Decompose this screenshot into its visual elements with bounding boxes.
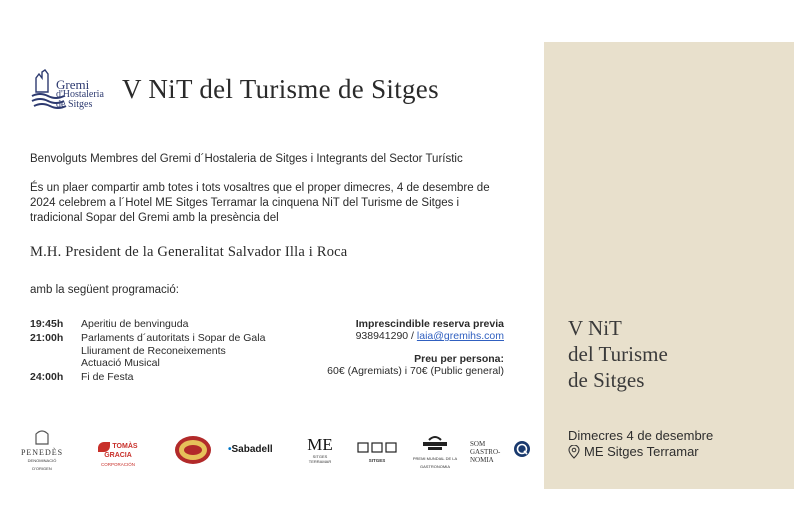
schedule-item-2b: Lliurament de Reconeixements [81,345,226,357]
vip-guest: M.H. President de la Generalitat Salvador Illa i Roca [30,244,348,260]
sponsor-me-sitges: ME SITGES TERRAMAR [307,435,333,464]
sponsor-som-gastronomia: SOM GASTRO- NOMIA [470,440,501,464]
panel-date: Dimecres 4 de desembre [568,428,714,443]
location-pin-icon [568,445,580,459]
gremi-logo-text [56,77,104,110]
panel-title [568,315,668,393]
winery-seal-icon [173,434,213,466]
schedule-item-3: Fi de Festa [81,371,134,383]
sponsor-winery-seal [173,434,213,469]
greeting: Benvolguts Membres del Gremi d´Hostaleria de Sitges i Integrants del Sector Turístic [30,153,463,165]
logo-line3: de Sitges [56,99,93,110]
sponsor-gastronomy-capital: PREMI MUNDIAL DE LA GASTRONOMIA [404,434,466,471]
reservation-contact [356,330,504,343]
gastronomy-capital-icon [419,434,451,452]
panel-place-text: ME Sitges Terramar [584,444,699,459]
invitation-body: És un plaer compartir amb totes i tots vosaltres que el proper dimecres, 4 de desembre de 2024 celebrem a l´Hotel ME Sitges Terramar la cinquena NiT del Turisme de Sitges i tradicional Sopar del Gremi amb la presència del [30,182,490,224]
panel-title-line3: de Sitges [568,368,645,392]
schedule-time-3: 24:00h [30,371,64,383]
q-quality-icon [513,440,531,458]
sponsor-q-logo [513,440,531,461]
reservation-label: Imprescindible reserva previa [355,318,504,330]
sponsor-penedes: PENEDÈS DENOMINACIÓ D'ORIGEN [18,428,66,473]
schedule-item-2c: Actuació Musical [81,357,160,369]
panel-title-line1: V NiT [568,316,622,340]
sponsor-tomas-gracia: TOMÀS GRACIA CORPORACIÓN [86,442,150,469]
reservation-email-link[interactable]: laia@gremihs.com [416,330,504,342]
schedule-time-1: 19:45h [30,318,64,330]
tomas-gracia-logo-icon [98,442,110,452]
event-title: V NiT del Turisme de Sitges [122,74,439,104]
panel-location [568,444,699,459]
price-label: Preu per persona: [414,353,504,365]
logo-line1: Gremi [56,77,90,92]
schedule-item-2a: Parlaments d´autoritats i Sopar de Gala [81,332,266,344]
panel-title-line2: del Turisme [568,342,668,366]
sponsor-sitges: SITGES [354,440,400,465]
schedule-item-1: Aperitiu de benvinguda [81,318,189,330]
sabadell-dot-icon: • [228,444,232,455]
price-value: 60€ (Agremiats) i 70€ (Public general) [327,365,504,377]
schedule-time-2: 21:00h [30,332,64,344]
penedes-emblem-icon [32,428,52,446]
contact-separator: / [411,330,414,342]
event-side-panel [544,42,794,489]
logo-line2: d'Hostaleria [56,89,104,100]
program-title: amb la següent programació: [30,284,179,296]
sitges-logo-icon [356,440,398,454]
sponsor-sabadell: •Sabadell [228,444,273,455]
reservation-phone: 938941290 [355,330,409,342]
